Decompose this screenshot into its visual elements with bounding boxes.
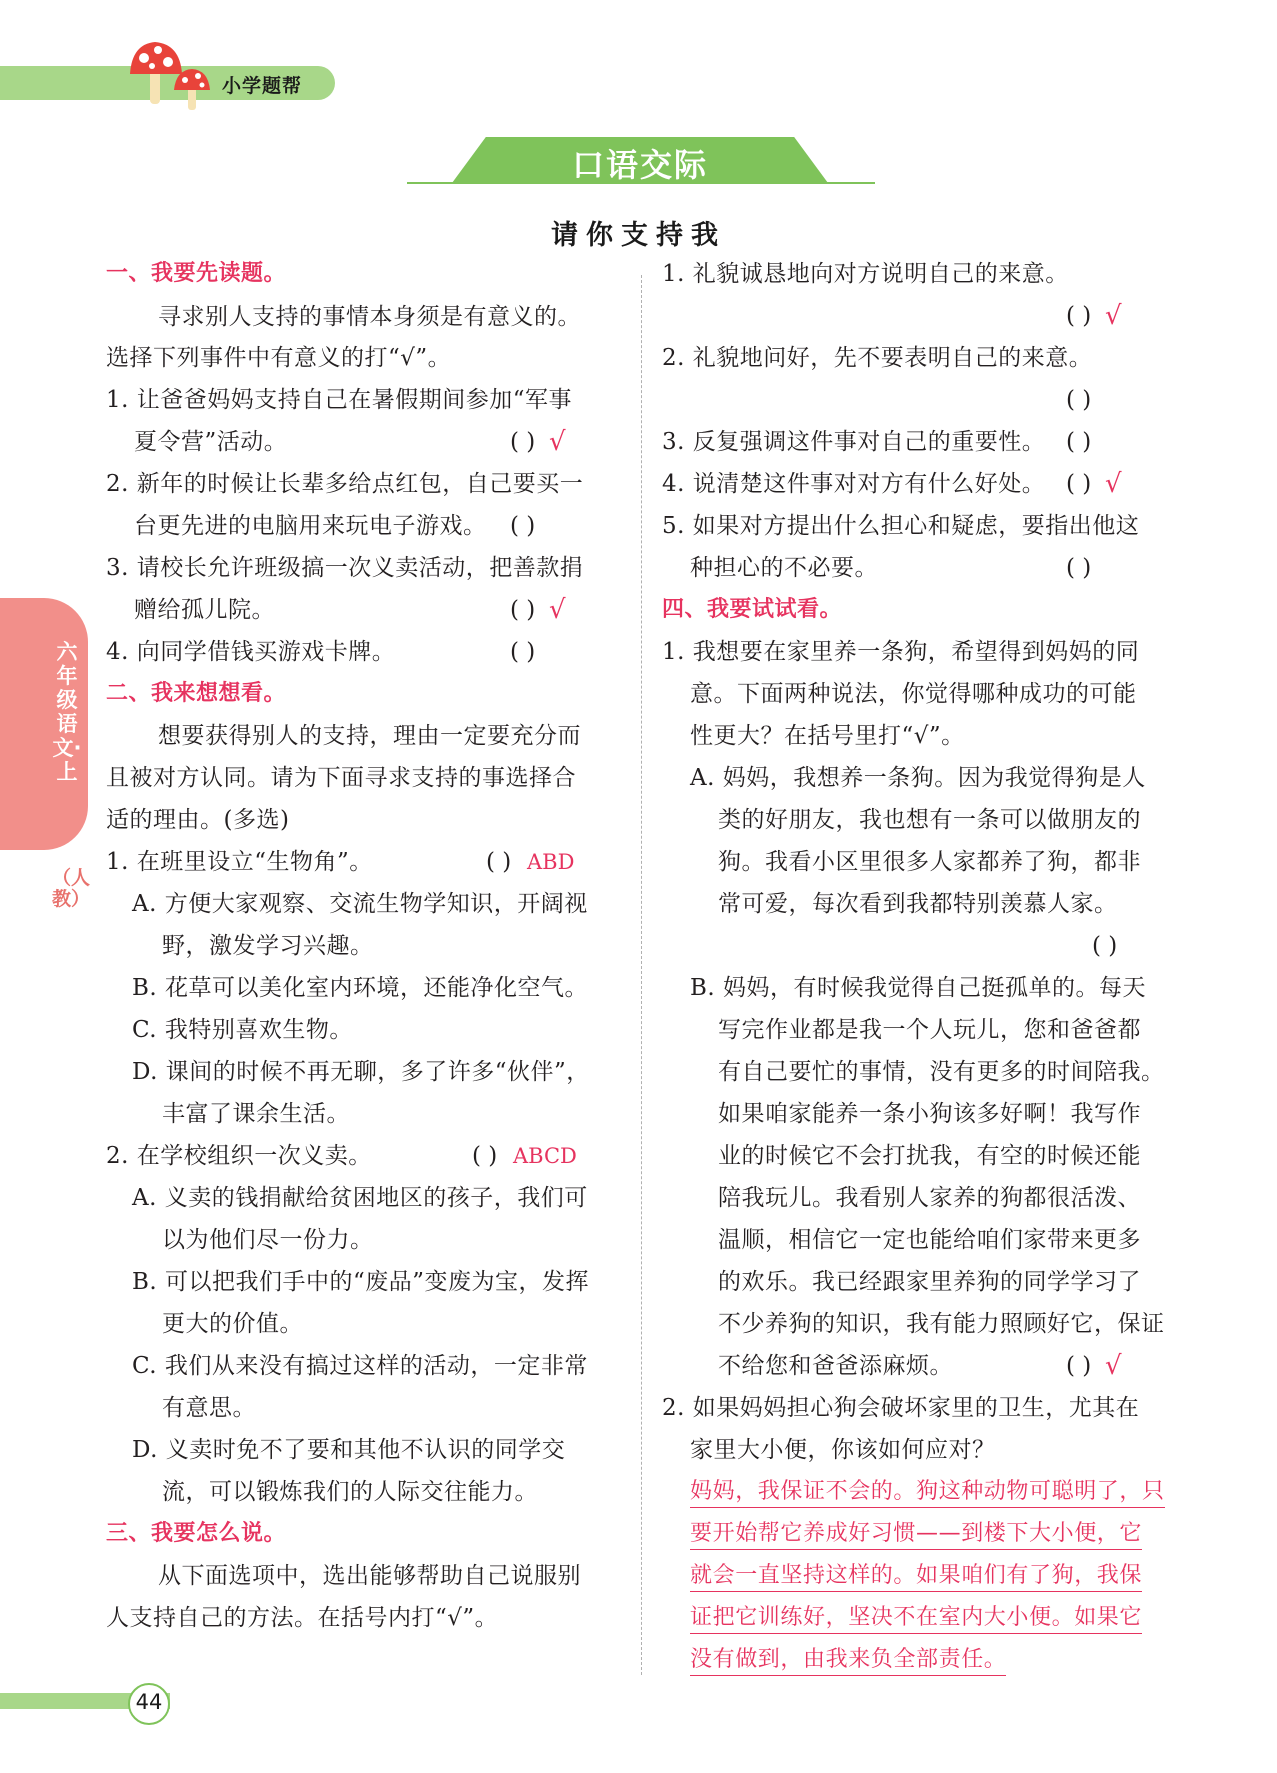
page-title: 请你支持我 [551, 220, 726, 251]
text-line: 想要获得别人的支持，理由一定要充分而 [158, 723, 581, 749]
text-line: B. 可以把我们手中的“废品”变废为宝，发挥 [132, 1269, 590, 1295]
answer-bracket: ( ) [510, 597, 536, 623]
text-line: A. 妈妈，我想养一条狗。因为我觉得狗是人 [690, 765, 1146, 791]
text-line: 意。下面两种说法，你觉得哪种成功的可能 [690, 681, 1137, 707]
answer-bracket: ( ) [472, 1143, 498, 1169]
side-edition-label: （人教） [52, 867, 91, 910]
text-line: 寻求别人支持的事情本身须是有意义的。 [158, 304, 581, 330]
text-line: 四、我要试试看。 [662, 597, 843, 622]
answer-bracket: ( ) [486, 849, 512, 875]
text-line: B. 花草可以美化室内环境，还能净化空气。 [132, 975, 589, 1001]
text-line: 的欢乐。我已经跟家里养狗的同学学习了 [718, 1269, 1141, 1295]
text-line: 丰富了课余生活。 [162, 1101, 350, 1127]
text-line: 类的好朋友，我也想有一条可以做朋友的 [718, 807, 1141, 833]
section-banner-title: 口语交际 [571, 146, 708, 184]
text-line: 2. 新年的时候让长辈多给点红包，自己要买一 [106, 471, 584, 497]
answer-bracket: ( ) [510, 429, 536, 455]
checkmark-answer: √ [1105, 1351, 1122, 1381]
text-line: 不少养狗的知识，我有能力照顾好它，保证 [718, 1311, 1165, 1337]
text-line: 3. 请校长允许班级搞一次义卖活动，把善款捐 [106, 555, 584, 581]
answer-bracket: ( ) [1066, 555, 1092, 581]
text-line: 有意思。 [162, 1395, 256, 1421]
text-line: 一、我要先读题。 [106, 261, 287, 286]
handwritten-answer-line: 没有做到，由我来负全部责任。 [690, 1645, 1006, 1676]
text-line: 1. 我想要在家里养一条狗，希望得到妈妈的同 [662, 639, 1140, 665]
text-line: 有自己要忙的事情，没有更多的时间陪我。 [718, 1059, 1165, 1085]
answer-bracket: ( ) [1066, 471, 1092, 497]
checkmark-answer: √ [549, 595, 566, 625]
text-line: A. 义卖的钱捐献给贫困地区的孩子，我们可 [132, 1185, 588, 1211]
text-line: 选择下列事件中有意义的打“√”。 [106, 345, 452, 371]
page-number: 44 [135, 1690, 163, 1714]
text-line: 野，激发学习兴趣。 [162, 933, 374, 959]
text-line: 流，可以锻炼我们的人际交往能力。 [162, 1479, 538, 1505]
text-line: C. 我特别喜欢生物。 [132, 1017, 353, 1043]
text-line: 温顺，相信它一定也能给咱们家带来更多 [718, 1227, 1141, 1253]
text-line: B. 妈妈，有时候我觉得自己挺孤单的。每天 [690, 975, 1147, 1001]
text-line: 三、我要怎么说。 [106, 1521, 287, 1546]
text-line: 种担心的不必要。 [690, 555, 878, 581]
text-line: A. 方便大家观察、交流生物学知识，开阔视 [132, 891, 588, 917]
text-line: C. 我们从来没有搞过这样的活动，一定非常 [132, 1353, 588, 1379]
text-line: 性更大？在括号里打“√”。 [690, 723, 965, 749]
choice-answer: ABCD [513, 1144, 577, 1168]
answer-bracket: ( ) [1066, 1353, 1092, 1379]
answer-bracket: ( ) [1066, 387, 1092, 413]
text-line: 二、我来想想看。 [106, 681, 287, 706]
text-line: 人支持自己的方法。在括号内打“√”。 [106, 1605, 499, 1631]
text-line: 家里大小便，你该如何应对？ [690, 1437, 996, 1463]
text-line: 台更先进的电脑用来玩电子游戏。 [134, 513, 487, 539]
choice-answer: ABD [527, 850, 575, 874]
text-line: 3. 反复强调这件事对自己的重要性。 [662, 429, 1046, 455]
text-line: 不给您和爸爸添麻烦。 [718, 1353, 953, 1379]
text-line: 业的时候它不会打扰我，有空的时候还能 [718, 1143, 1141, 1169]
text-line: 1. 礼貌诚恳地向对方说明自己的来意。 [662, 261, 1069, 287]
text-line: 4. 说清楚这件事对对方有什么好处。 [662, 471, 1046, 497]
column-divider [641, 275, 642, 1675]
answer-bracket: ( ) [510, 513, 536, 539]
handwritten-answer-line: 就会一直坚持这样的。如果咱们有了狗，我保 [690, 1561, 1142, 1592]
text-line: 适的理由。(多选) [106, 807, 290, 833]
text-line: 夏令营”活动。 [134, 429, 288, 455]
handwritten-answer-line: 妈妈，我保证不会的。狗这种动物可聪明了，只 [690, 1477, 1165, 1508]
answer-bracket: ( ) [1066, 429, 1092, 455]
handwritten-answer-line: 证把它训练好，坚决不在室内大小便。如果它 [690, 1603, 1142, 1634]
text-line: 5. 如果对方提出什么担心和疑虑，要指出他这 [662, 513, 1140, 539]
side-grade-label: 六年级语文·上 [52, 640, 82, 784]
answer-bracket: ( ) [1092, 933, 1118, 959]
brand-name: 小学题帮 [222, 75, 303, 97]
text-line: 赠给孤儿院。 [134, 597, 275, 623]
text-line: 4. 向同学借钱买游戏卡牌。 [106, 639, 396, 665]
text-line: 如果咱家能养一条小狗该多好啊！我写作 [718, 1101, 1141, 1127]
text-line: 1. 在班里设立“生物角”。 [106, 849, 373, 875]
text-line: 且被对方认同。请为下面寻求支持的事选择合 [106, 765, 576, 791]
text-line: D. 义卖时免不了要和其他不认识的同学交 [132, 1437, 566, 1463]
text-line: 2. 礼貌地问好，先不要表明自己的来意。 [662, 345, 1093, 371]
text-line: 1. 让爸爸妈妈支持自己在暑假期间参加“军事 [106, 387, 573, 413]
handwritten-answer-line: 要开始帮它养成好习惯——到楼下大小便，它 [690, 1519, 1142, 1550]
text-line: D. 课间的时候不再无聊，多了许多“伙伴”， [132, 1059, 590, 1085]
text-line: 2. 在学校组织一次义卖。 [106, 1143, 372, 1169]
text-line: 2. 如果妈妈担心狗会破坏家里的卫生，尤其在 [662, 1395, 1140, 1421]
text-line: 狗。我看小区里很多人家都养了狗，都非 [718, 849, 1141, 875]
text-line: 更大的价值。 [162, 1311, 303, 1337]
mushroom-logo-icon [128, 40, 218, 116]
text-line: 以为他们尽一份力。 [162, 1227, 374, 1253]
answer-bracket: ( ) [510, 639, 536, 665]
text-line: 陪我玩儿。我看别人家养的狗都很活泼、 [718, 1185, 1141, 1211]
answer-bracket: ( ) [1066, 303, 1092, 329]
text-line: 写完作业都是我一个人玩儿，您和爸爸都 [718, 1017, 1141, 1043]
checkmark-answer: √ [549, 427, 566, 457]
checkmark-answer: √ [1105, 469, 1122, 499]
checkmark-answer: √ [1105, 301, 1122, 331]
text-line: 从下面选项中，选出能够帮助自己说服别 [158, 1563, 581, 1589]
text-line: 常可爱，每次看到我都特别羡慕人家。 [718, 891, 1118, 917]
